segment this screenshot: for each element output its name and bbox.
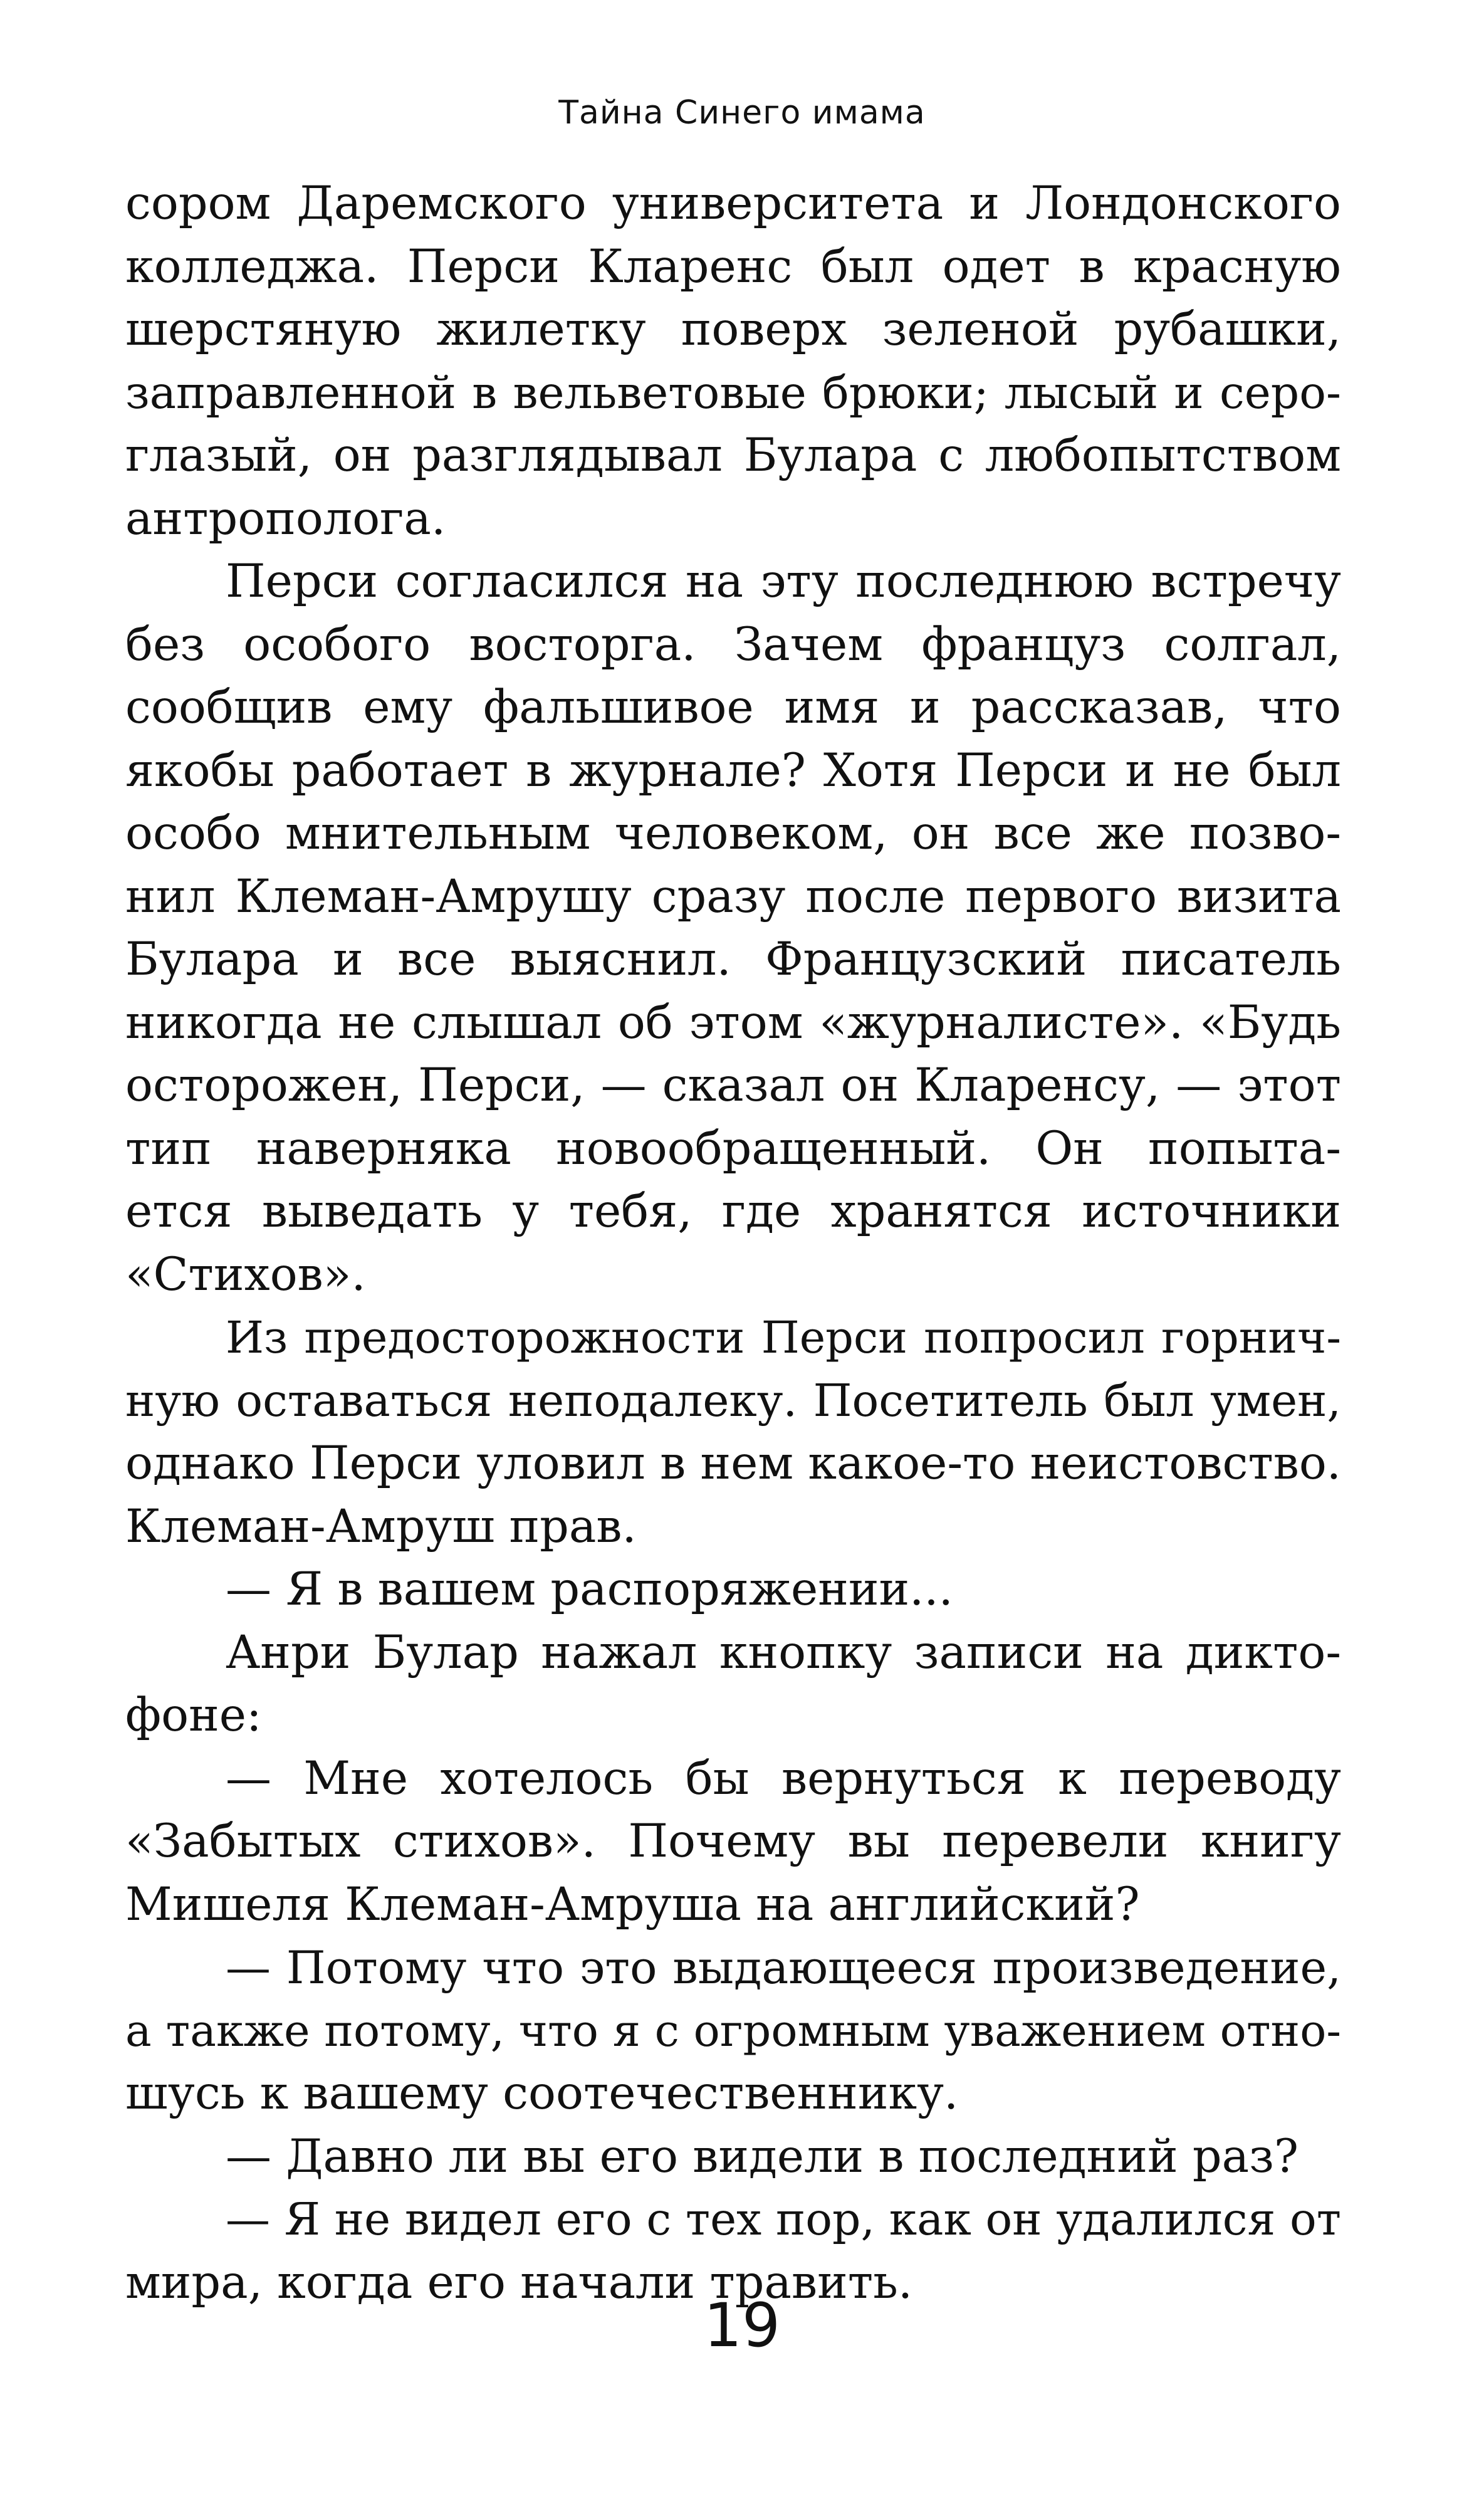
text-line: «Стихов». [125,1247,366,1301]
text-line: особо мнительным человеком, он все же позво- [125,807,1341,860]
text-line: фоне: [125,1689,262,1742]
text-line: ную оставаться неподалеку. Посетитель был умен, [125,1374,1341,1427]
body-text [125,172,1341,2314]
text-line: Мишеля Клеман-Амруша на английский? [125,1877,1140,1931]
text-line: шерстяную жилетку поверх зеленой рубашки, [125,303,1341,356]
text-line: Перси согласился на эту последнюю встречу [226,555,1341,608]
text-line: шусь к вашему соотечественнику. [125,2067,959,2120]
text-line: ется выведать у тебя, где хранятся источники [125,1185,1341,1238]
text-line: Клеман-Амруш прав. [125,1499,637,1553]
text-line: без особого восторга. Зачем француз солгал, [125,617,1341,671]
page-number: 19 [703,2290,781,2361]
text-line: однако Перси уловил в нем какое-то неистовство. [125,1437,1341,1490]
text-line: глазый, он разглядывал Булара с любопытством [125,429,1341,482]
text-line: заправленной в вельветовые брюки; лысый и серо- [125,366,1341,419]
text-line: нил Клеман-Амрушу сразу после первого визита [125,869,1341,923]
text-line: — Давно ли вы его видели в последний раз? [226,2129,1299,2183]
running-title: Тайна Синего имама [558,94,926,132]
text-line: колледжа. Перси Кларенс был одет в красную [125,239,1341,293]
text-line: сором Даремского университета и Лондонского [125,177,1341,230]
text-line: антрополога. [125,491,446,545]
text-line: Булара и все выяснил. Французский писатель [125,933,1341,986]
text-line: Из предосторожности Перси попросил горнич- [226,1312,1341,1363]
text-line: — Потому что это выдающееся произведение, [226,1941,1341,1994]
text-line: а также потому, что я с огромным уважением отно- [125,2005,1341,2057]
text-line: мира, когда его начали травить. [125,2255,913,2309]
text-line: «Забытых стихов». Почему вы перевели книгу [125,1815,1341,1868]
text-line: — Я не видел его с тех пор, как он удалился от [226,2193,1341,2245]
text-line: — Я в вашем распоряжении... [226,1563,953,1616]
text-line: никогда не слышал об этом «журналисте». «Будь [125,995,1341,1049]
text-line: — Мне хотелось бы вернуться к переводу [226,1751,1341,1805]
text-line: тип наверняка новообращенный. Он попыта- [125,1121,1341,1175]
text-line: якобы работает в журнале? Хотя Перси и не был [125,743,1341,797]
text-line: сообщив ему фальшивое имя и рассказав, что [125,681,1341,734]
text-line: Анри Булар нажал кнопку записи на дикто- [226,1625,1341,1679]
text-line: осторожен, Перси, — сказал он Кларенсу, — этот [125,1059,1341,1112]
